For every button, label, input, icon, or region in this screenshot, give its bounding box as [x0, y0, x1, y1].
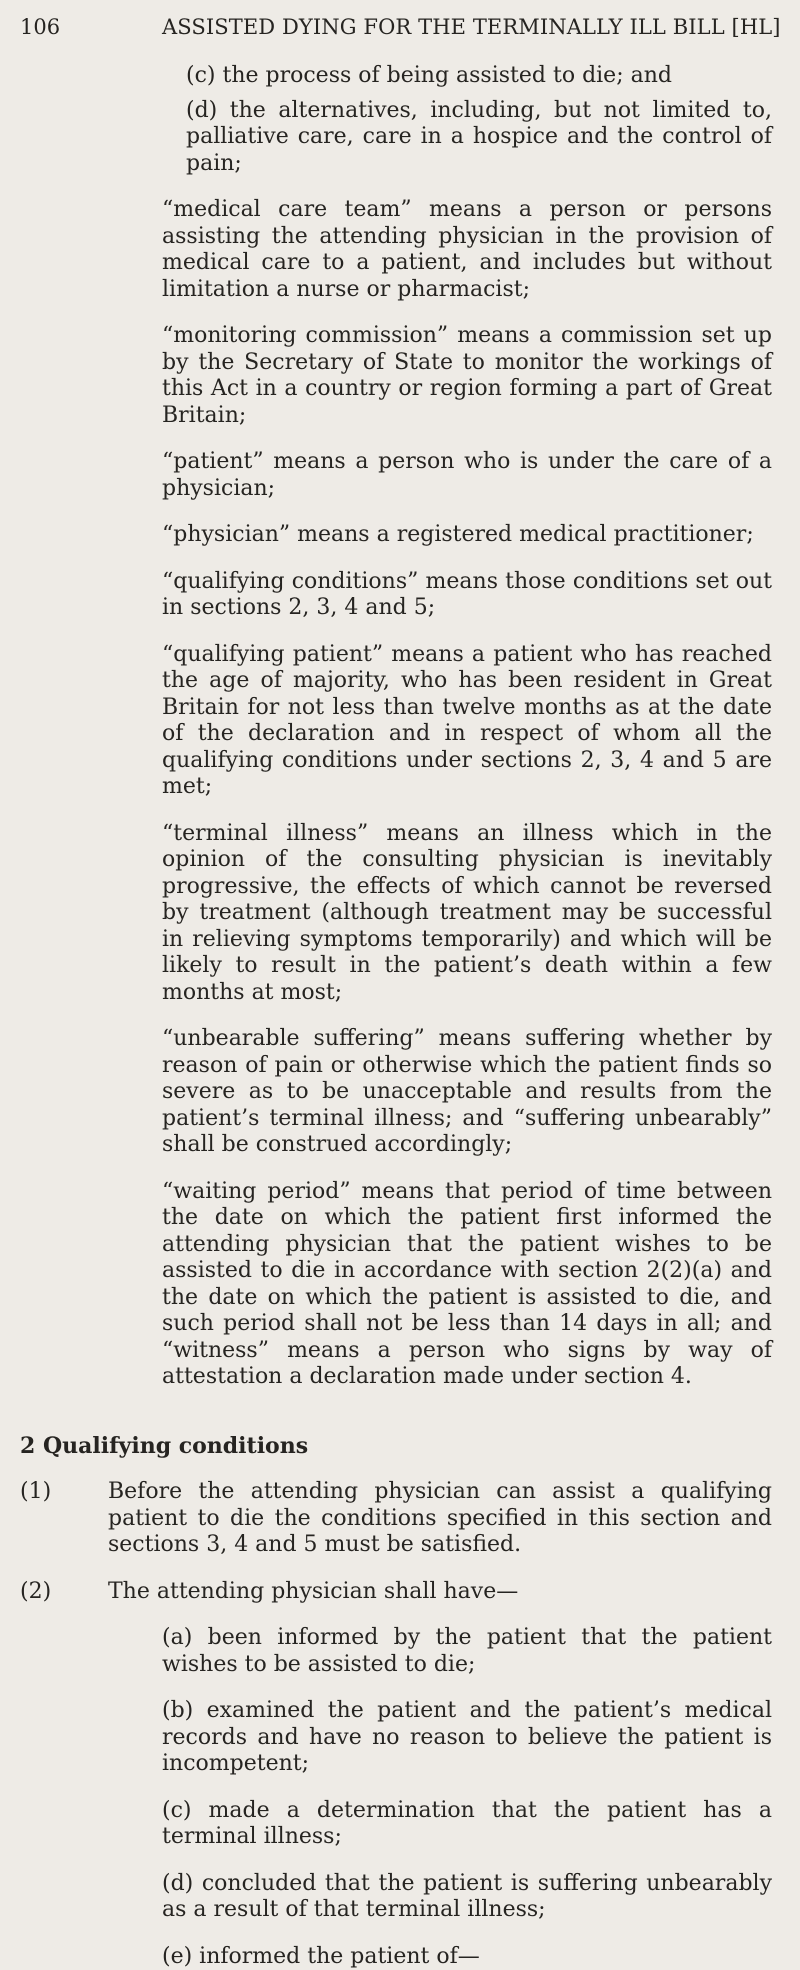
definition-waiting-period: “waiting period” means that period of time between the date on which the patient first informed the attending physician that the patient wishes to be assisted to die in accordance with section 2(2)(a) and the date on which the patient is assisted to die, and such period shall not be less than 14 days in all; and “witness” means a person who signs by way of attestation a declaration made under section 4. — [162, 1179, 772, 1391]
subsection-2-item-d: (d) concluded that the patient is suffering unbearably as a result of that terminal illness; — [162, 1871, 772, 1924]
definition-unbearable-suffering: “unbearable suffering” means suffering whether by reason of pain or otherwise which the patient finds so severe as to be unacceptable and results from the patient’s terminal illness; and “suffering unbearably” shall be construed accordingly; — [162, 1026, 772, 1159]
subsection-1-text: Before the attending physician can assist a qualifying patient to die the conditions specified in this section and sections 3, 4 and 5 must be satisfied. — [108, 1479, 772, 1559]
definition-qualifying-patient: “qualifying patient” means a patient who has reached the age of majority, who has been resident in Great Britain for not less than twelve months as at the date of the declaration and in respect of whom all the qualifying conditions under sections 2, 3, 4 and 5 are met; — [162, 642, 772, 801]
subsection-2-number: (2) — [0, 1579, 108, 1606]
section-2-heading: 2 Qualifying conditions — [20, 1433, 800, 1460]
continuation-item-d: (d) the alternatives, including, but not limited to, palliative care, care in a hospice and the control of pain; — [186, 98, 772, 178]
definition-monitoring-commission: “monitoring commission” means a commission set up by the Secretary of State to monitor the workings of this Act in a country or region forming a part of Great Britain; — [162, 323, 772, 429]
page-number: 106 — [20, 15, 60, 39]
definition-physician: “physician” means a registered medical practitioner; — [162, 522, 772, 549]
definition-patient: “patient” means a person who is under the care of a physician; — [162, 449, 772, 502]
page-header — [0, 15, 800, 45]
definition-terminal-illness: “terminal illness” means an illness which in the opinion of the consulting physician is inevitably progressive, the effects of which cannot be reversed by treatment (although treatment may be successful in relieving symptoms temporarily) and which will be likely to result in the patient’s death within a few months at most; — [162, 821, 772, 1007]
continuation-item-c: (c) the process of being assisted to die; and — [186, 63, 772, 90]
subsection-2-text: The attending physician shall have— — [108, 1579, 772, 1606]
subsection-2-item-b: (b) examined the patient and the patient’s medical records and have no reason to believe the patient is incompetent; — [162, 1698, 772, 1778]
page-body — [0, 63, 800, 1970]
running-title: ASSISTED DYING FOR THE TERMINALLY ILL BILL [HL] — [162, 15, 781, 39]
subsection-2-item-a: (a) been informed by the patient that the patient wishes to be assisted to die; — [162, 1625, 772, 1678]
subsection-1-number: (1) — [0, 1479, 108, 1559]
definition-qualifying-conditions: “qualifying conditions” means those conditions set out in sections 2, 3, 4 and 5; — [162, 569, 772, 622]
definition-medical-care-team: “medical care team” means a person or persons assisting the attending physician in the provision of medical care to a patient, and includes but without limitation a nurse or pharmacist; — [162, 197, 772, 303]
subsection-1 — [0, 1479, 772, 1559]
subsection-2 — [0, 1579, 772, 1606]
subsection-2-item-c: (c) made a determination that the patient has a terminal illness; — [162, 1798, 772, 1851]
subsection-2-item-e: (e) informed the patient of— — [162, 1944, 772, 1970]
